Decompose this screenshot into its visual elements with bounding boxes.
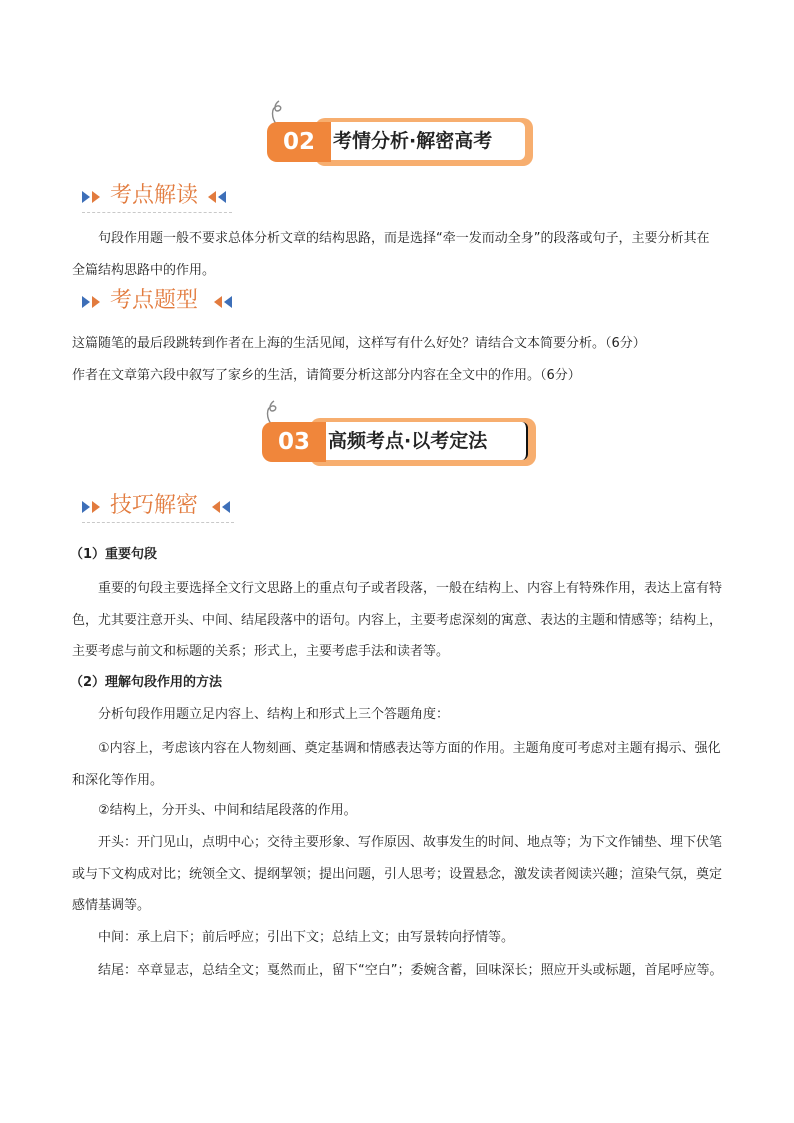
banner-title-box: [315, 118, 533, 166]
right-arrows-icon: [212, 500, 234, 514]
banner-title: 考情分析·解密高考: [321, 122, 525, 160]
section-heading-jiqiao-jiemi: [82, 490, 234, 526]
right-arrows-icon: [208, 190, 230, 204]
dashed-divider: [82, 522, 234, 523]
section-banner-02: [267, 118, 535, 168]
left-arrows-icon: [82, 500, 104, 514]
section-heading-label: 考点题型: [110, 288, 199, 313]
right-arrows-icon: [214, 295, 236, 309]
point-structure: ②结构上，分开头、中间和结尾段落的作用。: [98, 803, 357, 818]
important-passages-paragraph: 重要的句段主要选择全文行文思路上的重点句子或者段落，一般在结构上、内容上有特殊作用，表达上富有特色，尤其要注意开头、中间、结尾段落中的语句。内容上，主要考虑深刻的寓意、表达的主题和情感等；结构上，主要考虑与前文和标题的关系；形式上，主要考虑手法和读者等。: [72, 581, 723, 659]
left-arrows-icon: [82, 190, 104, 204]
exam-question-1: 这篇随笔的最后段跳转到作者在上海的生活见闻，这样写有什么好处？请结合文本简要分析。（6分）: [72, 336, 646, 351]
structure-end: 结尾：卒章显志，总结全文；戛然而止，留下“空白”；委婉含蓄，回味深长；照应开头或标题，首尾呼应等。: [98, 963, 723, 978]
banner-title: 高频考点·以考定法: [316, 422, 528, 460]
structure-start: 开头：开门见山，点明中心；交待主要形象、写作原因、故事发生的时间、地点等；为下文作铺垫、埋下伏笔或与下文构成对比；统领全文、提纲挈领；提出问题，引人思考；设置悬念，激发读者阅读兴趣；渲染气氛，奠定感情基调等。: [72, 835, 723, 913]
exam-question-2: 作者在文章第六段中叙写了家乡的生活，请简要分析这部分内容在全文中的作用。（6分）: [72, 368, 581, 383]
left-arrows-icon: [82, 295, 104, 309]
banner-title-box: [310, 418, 536, 466]
dashed-divider: [82, 212, 232, 213]
section-heading-kaodian-jiedu: [82, 180, 232, 216]
subheading-important-passages: （1）重要句段: [70, 547, 158, 562]
banner-number: 03: [262, 422, 326, 462]
method-intro: 分析句段作用题立足内容上、结构上和形式上三个答题角度：: [98, 707, 450, 722]
structure-middle: 中间：承上启下；前后呼应；引出下文；总结上文；由写景转向抒情等。: [98, 930, 515, 945]
subheading-method: （2）理解句段作用的方法: [70, 675, 223, 690]
section-heading-label: 考点解读: [110, 183, 199, 208]
kaodian-jiedu-paragraph: 句段作用题一般不要求总体分析文章的结构思路，而是选择“牵一发而动全身”的段落或句子，主要分析其在全篇结构思路中的作用。: [72, 231, 710, 278]
section-heading-label: 技巧解密: [110, 493, 199, 518]
section-heading-kaodian-tixing: [82, 285, 237, 321]
banner-number: 02: [267, 122, 331, 162]
point-content: ①内容上，考虑该内容在人物刻画、奠定基调和情感表达等方面的作用。主题角度可考虑对主题有揭示、强化和深化等作用。: [72, 741, 721, 788]
section-banner-03: [262, 418, 540, 468]
